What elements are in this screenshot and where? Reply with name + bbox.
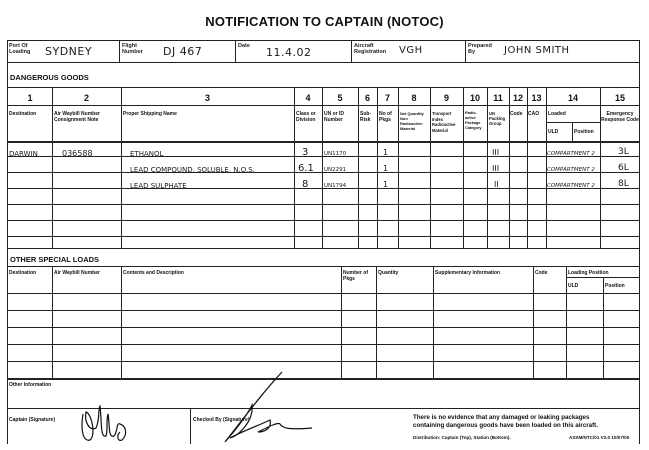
- form-code: ASSM/NTC/01 V2.0 10/07/00: [569, 435, 630, 440]
- column-header: Emergency Response Code: [601, 111, 639, 123]
- cell-class: 8: [302, 179, 309, 190]
- flight-number-label: Flight Number: [122, 43, 143, 55]
- column-header: Destination: [9, 111, 37, 117]
- cell-erc: 6L: [618, 163, 629, 173]
- cell-loaded: COMPARTMENT 2: [547, 167, 595, 173]
- distribution-note: Distribution: Captain (Top), Station (Bottom).: [413, 435, 511, 440]
- column-number: 10: [469, 93, 480, 103]
- column-number: 1: [27, 93, 33, 103]
- cell-loaded: COMPARTMENT 2: [547, 183, 595, 189]
- column-header: Air Waybill Number Consignment Note: [54, 111, 100, 123]
- cell-shipping-name: ETHANOL: [130, 150, 164, 158]
- cell-loaded: COMPARTMENT 2: [547, 151, 595, 157]
- cell-class: 6.1: [298, 163, 314, 174]
- dangerous-goods-title: DANGEROUS GOODS: [10, 73, 89, 82]
- port-of-loading-value: SYDNEY: [45, 45, 93, 58]
- column-header: Class or Division: [296, 111, 316, 123]
- cell-erc: 3L: [618, 147, 629, 157]
- aircraft-registration-value: VGH: [399, 45, 423, 56]
- cell-packing-group: II: [494, 180, 499, 189]
- other-information-label: Other Information: [9, 382, 52, 388]
- column-number: 15: [614, 93, 625, 103]
- captain-signature-icon: [78, 402, 138, 447]
- aircraft-registration-label: Aircraft Registration: [354, 43, 387, 55]
- column-header: Proper Shipping Name: [123, 111, 177, 117]
- cell-packing-group: III: [492, 148, 500, 157]
- column-header: Sub-Risk: [360, 111, 372, 123]
- port-of-loading-label: Port Of Loading: [9, 43, 31, 55]
- column-header: Radio-active Package Category: [465, 111, 482, 130]
- column-number: 5: [337, 93, 343, 103]
- checked-by-signature-icon: [210, 370, 320, 450]
- column-number: 2: [83, 93, 89, 103]
- column-subheader: ULD: [568, 283, 579, 289]
- damage-declaration: [413, 414, 598, 430]
- column-number: 7: [384, 93, 390, 103]
- prepared-by-label: Prepared By: [468, 43, 492, 55]
- column-number: 3: [204, 93, 210, 103]
- column-header: Destination: [9, 270, 37, 276]
- column-header: Transport Index Radioactive Material: [432, 111, 456, 133]
- cell-shipping-name: LEAD COMPOUND, SOLUBLE, N.O.S.: [130, 166, 255, 174]
- cell-un-number: UN1170: [324, 151, 347, 157]
- column-subheader: ULD: [548, 129, 559, 135]
- column-number: 14: [567, 93, 578, 103]
- column-number: 8: [411, 93, 417, 103]
- cell-shipping-name: LEAD SULPHATE: [130, 182, 187, 190]
- column-header: Code: [510, 111, 523, 117]
- column-subheader: Position: [574, 129, 594, 135]
- cell-pkgs: 1: [383, 180, 389, 189]
- column-header: Loaded: [548, 111, 566, 117]
- column-number: 9: [443, 93, 449, 103]
- flight-number-value: DJ 467: [163, 45, 203, 58]
- column-header: CAO: [528, 111, 540, 117]
- other-special-loads-title: OTHER SPECIAL LOADS: [10, 255, 100, 264]
- cell-pkgs: 1: [383, 148, 389, 157]
- column-number: 6: [364, 93, 370, 103]
- column-header: Code: [535, 270, 548, 276]
- column-header: Air Waybill Number: [54, 270, 100, 276]
- column-number: 12: [512, 93, 523, 103]
- cell-class: 3: [302, 147, 309, 158]
- damage-declaration-line: There is no evidence that any damaged or leaking packages: [413, 414, 590, 421]
- checked-by-signature-label: Checked By (Signature): [193, 417, 250, 423]
- column-header: Quantity: [378, 270, 399, 276]
- captain-signature-label: Captain (Signature): [9, 417, 56, 423]
- column-header: No of Pkgs: [379, 111, 392, 123]
- cell-un-number: UN1794: [324, 183, 347, 189]
- column-subheader: Position: [605, 283, 625, 289]
- column-number: 13: [531, 93, 542, 103]
- column-header: Loading Position: [568, 270, 609, 276]
- column-header: Number of Pkgs: [343, 270, 368, 282]
- date-label: Date: [238, 43, 250, 49]
- cell-pkgs: 1: [383, 164, 389, 173]
- cell-awb: 036588: [62, 149, 93, 158]
- cell-un-number: UN2291: [324, 167, 347, 173]
- column-number: 11: [493, 93, 503, 103]
- column-header: UN or ID Number: [324, 111, 344, 123]
- damage-declaration-line: containing dangerous goods have been loaded on this aircraft.: [413, 422, 598, 429]
- cell-destination: DARWIN: [9, 150, 38, 158]
- column-header: UN Packing Group: [489, 111, 506, 126]
- column-number: 4: [305, 93, 311, 103]
- prepared-by-value: JOHN SMITH: [504, 45, 570, 56]
- column-header: Contents and Description: [123, 270, 184, 276]
- column-header: Supplementary Information: [435, 270, 501, 276]
- cell-packing-group: III: [492, 164, 500, 173]
- date-value: 11.4.02: [266, 46, 312, 59]
- column-header: Net Quantity Non Radioactive Material: [400, 111, 424, 131]
- page-title: NOTIFICATION TO CAPTAIN (NOTOC): [205, 14, 444, 29]
- cell-erc: 8L: [618, 179, 629, 189]
